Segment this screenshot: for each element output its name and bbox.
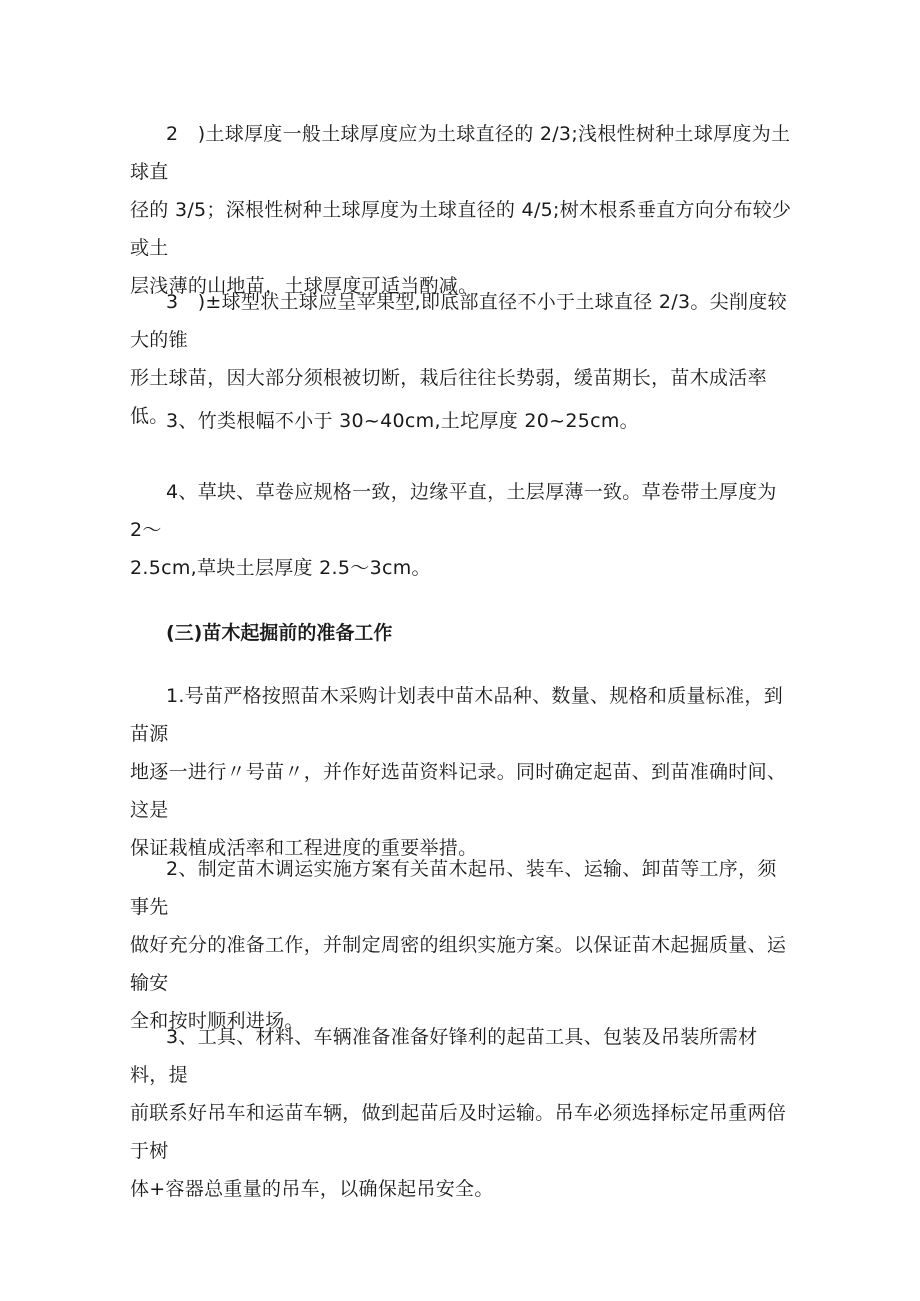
text-line: 地逐一进行〃号苗〃，并作好选苗资料记录。同时确定起苗、到苗准确时间、这是 bbox=[130, 761, 787, 821]
text-line: 2、制定苗木调运实施方案有关苗木起吊、装车、运输、卸苗等工序，须事先 bbox=[130, 858, 777, 918]
paragraph-turf-blocks bbox=[130, 473, 794, 587]
text-line: 保证栽植成活率和工程进度的重要举措。 bbox=[130, 837, 478, 859]
text-line: 2 )土球厚度一般土球厚度应为土球直径的 2/3;浅根性树种土球厚度为土球直 bbox=[130, 123, 791, 183]
text-line: 径的 3/5；深根性树种土球厚度为土球直径的 4/5;树木根系垂直方向分布较少或土 bbox=[130, 199, 792, 259]
text-line: 做好充分的准备工作，并制定周密的组织实施方案。以保证苗木起掘质量、运输安 bbox=[130, 934, 787, 994]
text-line: 形土球苗，因大部分须根被切断，栽后往往长势弱，缓苗期长，苗木成活率低。 bbox=[130, 367, 767, 427]
section-heading: (三)苗木起掘前的准备工作 bbox=[166, 622, 393, 644]
text-line: 前联系好吊车和运苗车辆，做到起苗后及时运输。吊车必须选择标定吊重两倍于树 bbox=[130, 1102, 787, 1162]
text-line: 体+容器总重量的吊车，以确保起吊安全。 bbox=[130, 1178, 494, 1200]
text-line: 2.5cm,草块土层厚度 2.5～3cm。 bbox=[130, 557, 431, 579]
paragraph-bamboo-roots bbox=[130, 402, 794, 440]
text-line: 1.号苗严格按照苗木采购计划表中苗木品种、数量、规格和质量标准，到苗源 bbox=[130, 685, 784, 745]
text-line: 层浅薄的山地苗，土球厚度可适当酌减。 bbox=[130, 275, 478, 297]
text-line: 3 )±球型状土球应呈苹果型,即底部直径不小于土球直径 2∕3。尖削度较大的锥 bbox=[130, 291, 787, 351]
paragraph-tools-materials bbox=[130, 1018, 794, 1208]
paragraph-seedling-marking bbox=[130, 677, 794, 867]
text-line: 4、草块、草卷应规格一致，边缘平直，土层厚薄一致。草卷带土厚度为 2～ bbox=[130, 481, 777, 541]
text-line: 全和按时顺利进场。 bbox=[130, 1010, 304, 1032]
text-line: 3、工具、材料、车辆准备准备好锋利的起苗工具、包装及吊装所需材料，提 bbox=[130, 1026, 758, 1086]
paragraph-transport-plan bbox=[130, 850, 794, 1040]
paragraph-soil-ball-thickness bbox=[130, 115, 794, 305]
text-line: 3、竹类根幅不小于 30~40cm,土坨厚度 20~25cm。 bbox=[166, 410, 639, 432]
